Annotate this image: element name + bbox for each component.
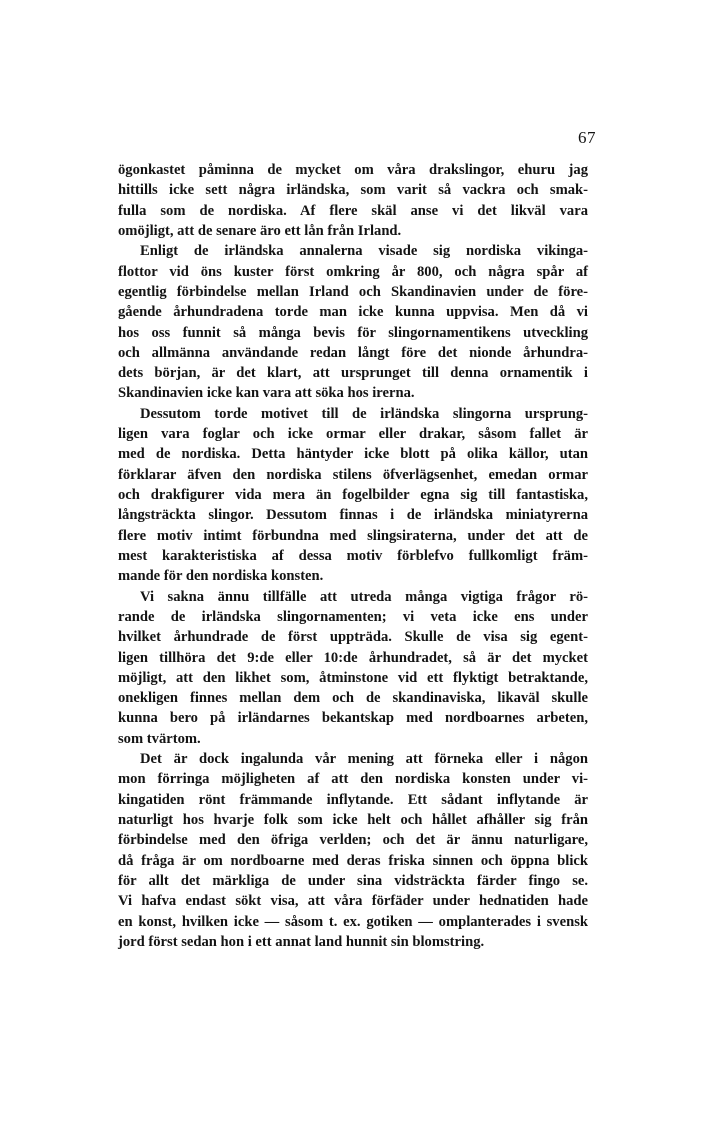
text-line: gående århundradena torde man icke kunna uppvisa. Men då vi [118, 304, 588, 321]
text-line: Vi hafva endast sökt visa, att våra förfäder under hednatiden hade [118, 893, 588, 910]
text-line: mest karakteristiska af dessa motiv förblefvo fullkomligt främ- [118, 547, 588, 564]
text-line: kunna bero på irländarnes bekantskap med nordboarnes arbeten, [118, 710, 588, 727]
text-line: Vi sakna ännu tillfälle att utreda många vigtiga frågor rö- [140, 588, 588, 605]
text-line: egentlig förbindelse mellan Irland och Skandinavien under de före- [118, 283, 588, 300]
text-line: som tvärtom. [118, 730, 201, 747]
text-line: ligen tillhöra det 9:de eller 10:de århundradet, så är det mycket [118, 649, 588, 666]
text-line: Dessutom torde motivet till de irländska slingorna ursprung- [140, 405, 588, 422]
text-line: förklarar äfven den nordiska stilens öfverlägsenhet, emedan ormar [118, 466, 588, 483]
text-line: rande de irländska slingornamenten; vi veta icke ens under [118, 608, 588, 625]
text-line: hos oss funnit så många bevis för slingornamentikens utveckling [118, 324, 588, 341]
text-line: ögonkastet påminna de mycket om våra drakslingor, ehuru jag [118, 162, 588, 178]
text-line: fulla som de nordiska. Af flere skäl anse vi det likväl vara [118, 202, 588, 219]
text-line: naturligt hos hvarje folk som icke helt och hållet afhåller sig från [118, 812, 588, 828]
text-line: för allt det märkliga de under sina vidsträckta färder fingo se. [118, 872, 588, 889]
text-line: förbindelse med den öfriga verlden; och det är ännu naturligare, [118, 832, 588, 849]
text-line: och allmänna användande redan långt före det nionde århundra- [118, 344, 588, 361]
text-line: då fråga är om nordboarne med deras friska sinnen och öppna blick [118, 852, 588, 869]
text-line: dets början, är det klart, att ursprunget till denna ornamentik i [118, 365, 588, 382]
text-line: möjligt, att den likhet som, åtminstone vid ett flyktigt betraktande, [118, 669, 588, 686]
text-line: omöjligt, att de senare äro ett lån från Irland. [118, 222, 402, 239]
text-line: långsträckta slingor. Dessutom finnas i de irländska miniatyrerna [118, 507, 588, 524]
text-line: mande för den nordiska konsten. [118, 568, 324, 585]
text-line: med de nordiska. Detta häntyder icke blott på olika källor, utan [118, 446, 588, 463]
text-line: ligen vara foglar och icke ormar eller drakar, såsom fallet är [118, 426, 588, 443]
text-line: en konst, hvilken icke — såsom t. ex. gotiken — omplanterades i svensk [118, 913, 588, 930]
text-line: Enligt de irländska annalerna visade sig nordiska vikinga- [140, 243, 588, 260]
text-line: och drakfigurer vida mera än fogelbilder egna sig till fantastiska, [118, 487, 588, 503]
body-text [118, 160, 588, 952]
text-line: jord först sedan hon i ett annat land hunnit sin blomstring. [118, 933, 485, 950]
text-line: flottor vid öns kuster först omkring år 800, och några spår af [118, 263, 588, 280]
text-line: Det är dock ingalunda vår mening att förneka eller i någon [140, 751, 588, 768]
text-line: Skandinavien icke kan vara att söka hos irerna. [118, 385, 415, 402]
page-number: 67 [578, 128, 596, 147]
text-line: mon förringa möjligheten af att den nordiska konsten under vi- [118, 771, 588, 788]
text-line: flere motiv intimt förbundna med slingsiraterna, under det att de [118, 527, 588, 544]
text-line: hittills icke sett några irländska, som varit så vackra och smak- [118, 182, 588, 199]
text-line: onekligen finnes mellan dem och de skandinaviska, likaväl skulle [118, 690, 588, 707]
text-line: kingatiden rönt främmande inflytande. Ett sådant inflytande är [118, 791, 588, 808]
text-line: hvilket århundrade de först uppträda. Skulle de visa sig egent- [118, 629, 588, 646]
